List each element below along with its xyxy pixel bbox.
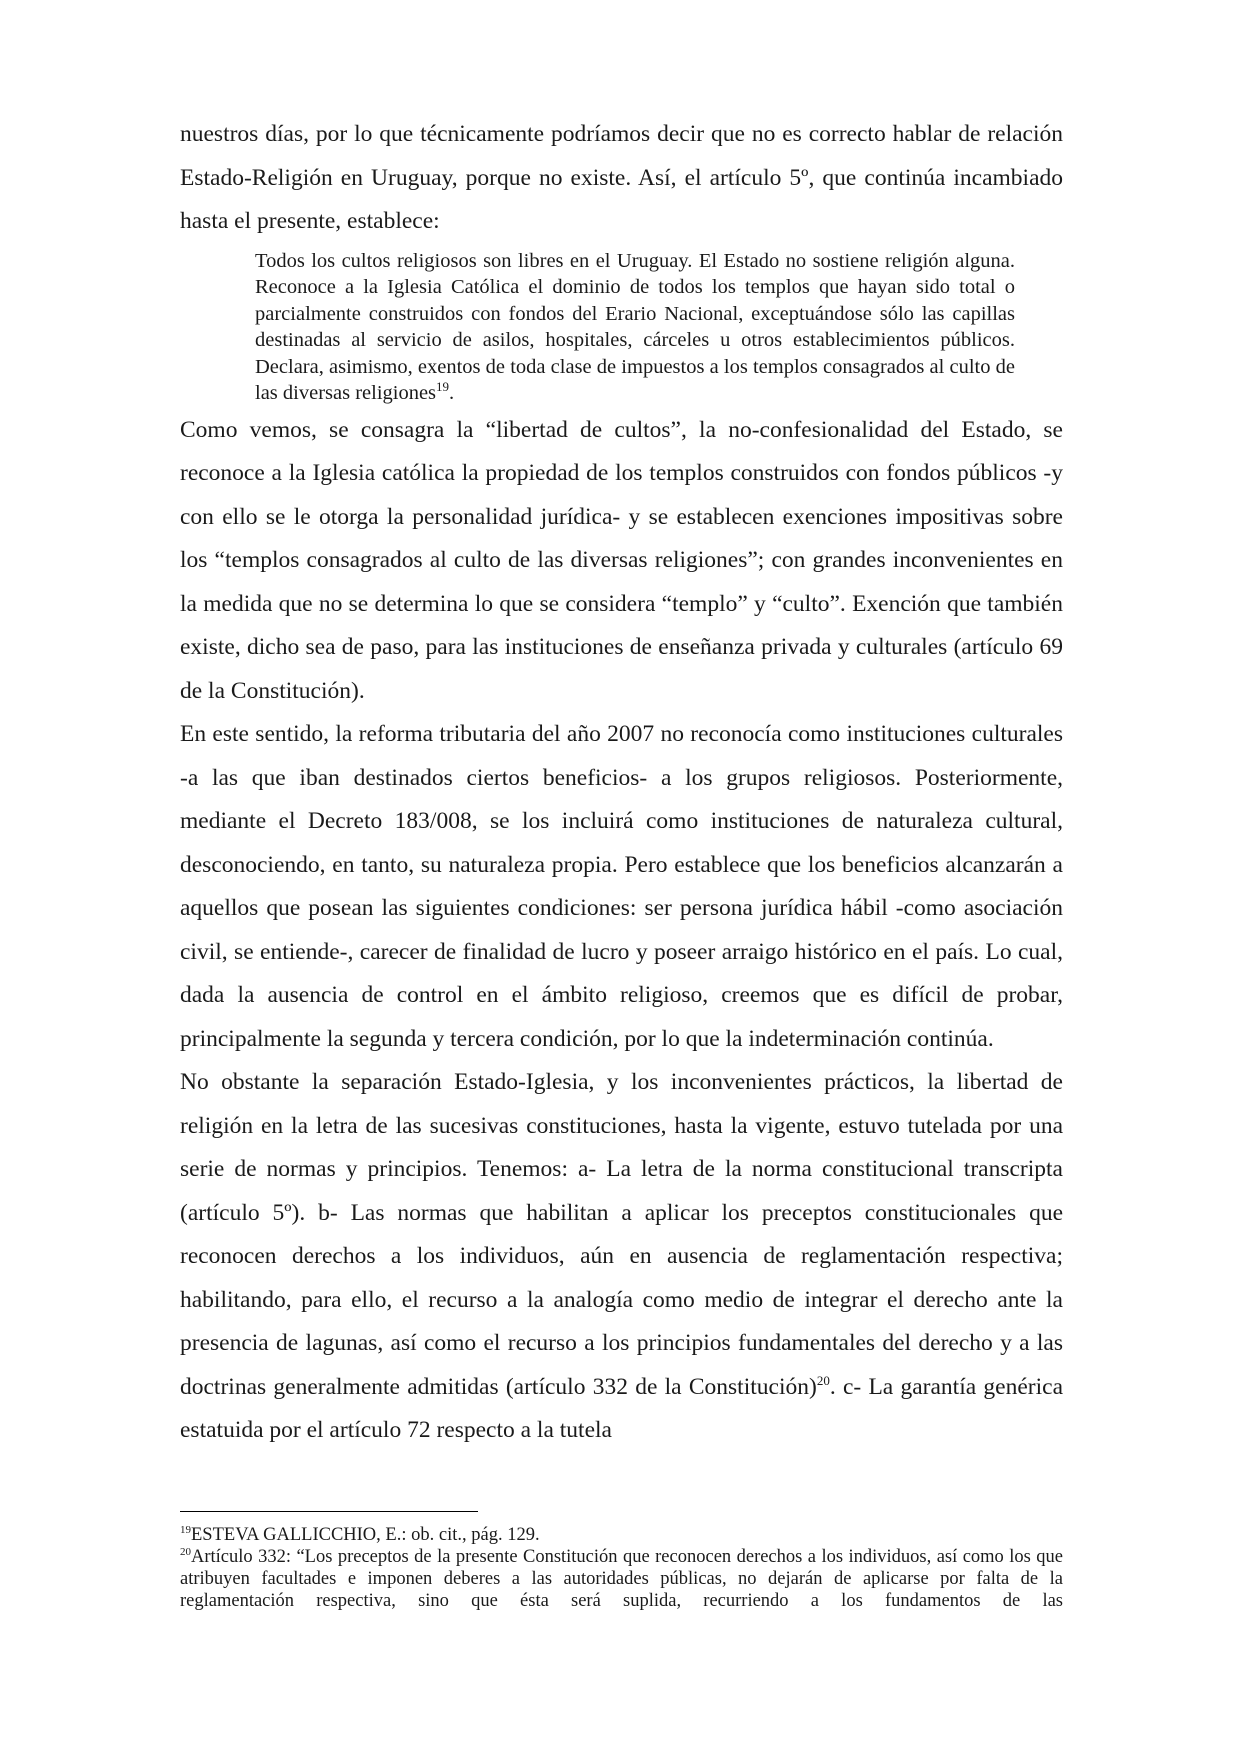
paragraph-1: Como vemos, se consagra la “libertad de cultos”, la no-confesionalidad del Estado, se reconoce a la Iglesia católica la propiedad de los templos construidos con fondos públicos -y con ello se le otorga la personalidad jurídica- y se establecen exenciones impositivas sobre los “templos consagrados al culto de las diversas religiones”; con grandes inconvenientes en la medida que no se determina lo que se considera “templo” y “culto”. Exención que también existe, dicho sea de paso, para las instituciones de enseñanza privada y culturales (artículo 69 de la Constitución). [180, 416, 1063, 704]
footnote-19 [180, 1524, 1063, 1546]
paragraph-3-text: No obstante la separación Estado-Iglesia, y los inconvenientes prácticos, la libertad de religión en la letra de las sucesivas constituciones, hasta la vigente, estuvo tutelada por una serie de normas y principios. Tenemos: a- La letra de la norma constitucional transcripta (artículo 5º). b- Las normas que habilitan a aplicar los preceptos constitucionales que reconocen derechos a los individuos, aún en ausencia de reglamentación respectiva; habilitando, para ello, el recurso a la analogía como medio de integrar el derecho ante la presencia de lagunas, así como el recurso a los principios fundamentales del derecho y a las doctrinas generalmente admitidas (artículo 332 de la Constitución) [180, 1069, 1063, 1400]
paragraph-3-tail: . c- La garantía genérica estatuida por el artículo 72 respecto a la tutela [180, 1373, 1064, 1443]
paragraph-3 [180, 1061, 1063, 1453]
footnote-separator [180, 1511, 478, 1512]
block-quote [255, 248, 1015, 407]
footnote-20 [180, 1546, 1063, 1612]
footnote-number: 19 [180, 1523, 191, 1536]
footnotes [180, 1524, 1063, 1612]
footnote-ref-19[interactable]: 19 [436, 379, 450, 395]
quote-end: . [449, 382, 455, 404]
intro-paragraph: nuestros días, por lo que técnicamente podríamos decir que no es correcto hablar de relación Estado-Religión en Uruguay, porque no existe. Así, el artículo 5º, que continúa incambiado hasta el presente, establece: [180, 121, 1063, 234]
footnote-ref-20[interactable]: 20 [816, 1372, 830, 1388]
footnote-text: Artículo 332: “Los preceptos de la presente Constitución que reconocen derechos a los individuos, así como los que atribuyen facultades e imponen deberes a las autoridades públicas, no dejarán de aplicarse por falta de la reglamentación respectiva, sino que ésta será suplida, recurriendo a los fundamentos de las [180, 1547, 1063, 1611]
page-body [180, 113, 1063, 1453]
footnote-text: ESTEVA GALLICCHIO, E.: ob. cit., pág. 129. [191, 1525, 540, 1545]
footnote-number: 20 [180, 1545, 191, 1558]
quote-text: Todos los cultos religiosos son libres en el Uruguay. El Estado no sostiene religión alguna. Reconoce a la Iglesia Católica el dominio de todos los templos que hayan sido total o parcialmente construidos con fondos del Erario Nacional, exceptuándose sólo las capillas destinadas al servicio de asilos, hospitales, cárceles u otros establecimientos públicos. Declara, asimismo, exentos de toda clase de impuestos a los templos consagrados al culto de las diversas religiones [255, 249, 1015, 404]
paragraph-2: En este sentido, la reforma tributaria del año 2007 no reconocía como instituciones culturales -a las que iban destinados ciertos beneficios- a los grupos religiosos. Posteriormente, mediante el Decreto 183/008, se los incluirá como instituciones de naturaleza cultural, desconociendo, en tanto, su naturaleza propia. Pero establece que los beneficios alcanzarán a aquellos que posean las siguientes condiciones: ser persona jurídica hábil -como asociación civil, se entiende-, carecer de finalidad de lucro y poseer arraigo histórico en el país. Lo cual, dada la ausencia de control en el ámbito religioso, creemos que es difícil de probar, principalmente la segunda y tercera condición, por lo que la indeterminación continúa. [180, 721, 1063, 1052]
